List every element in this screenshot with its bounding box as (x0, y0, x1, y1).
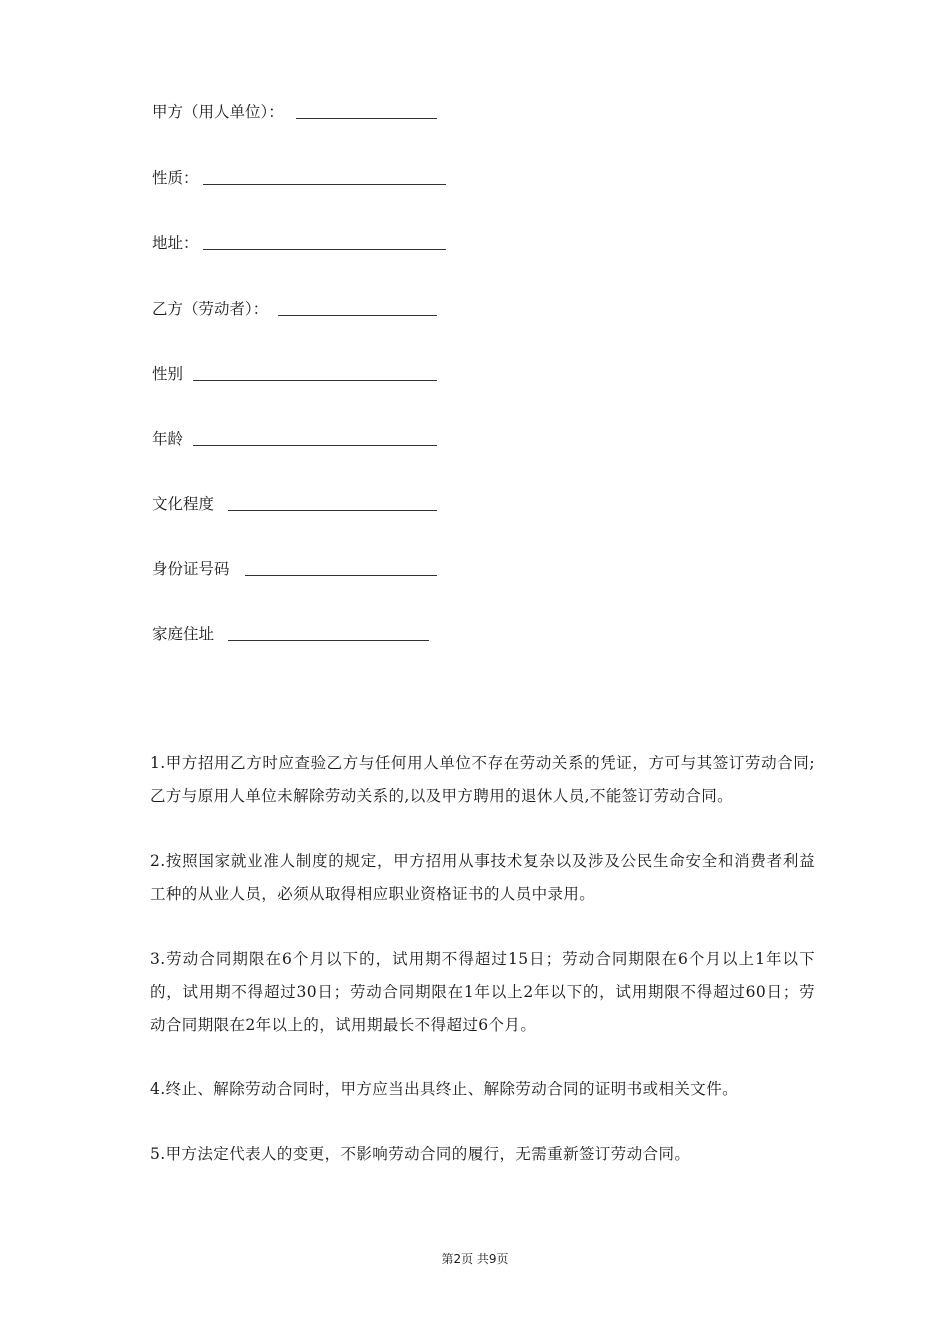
party-a-employer-blank (296, 118, 437, 119)
education-blank (228, 510, 437, 511)
home-address-field (152, 624, 214, 644)
address-blank (203, 249, 446, 250)
party-b-worker-field (152, 299, 268, 319)
address-label: 地址： (152, 234, 199, 252)
education-label: 文化程度 (152, 495, 215, 513)
nature-label: 性质： (152, 169, 199, 187)
party-a-employer-field (152, 102, 284, 122)
party-a-employer-label: 甲方（用人单位）： (152, 103, 284, 121)
clause-3: 3.劳动合同期限在6个月以下的，试用期不得超过15日；劳动合同期限在6个月以上1年以下的，试用期不得超过30日；劳动合同期限在1年以上2年以下的，试用期限不得超过60日；劳动合同期限在2年以上的，试用期最长不得超过6个月。 (150, 950, 815, 1034)
age-label: 年龄 (152, 430, 184, 448)
age-field (152, 429, 183, 449)
clause-2: 2.按照国家就业准人制度的规定，甲方招用从事技术复杂以及涉及公民生命安全和消费者利益工种的从业人员，必须从取得相应职业资格证书的人员中录用。 (150, 852, 815, 903)
home-address-blank (228, 640, 429, 641)
address-field (152, 233, 199, 253)
clause-5: 5.甲方法定代表人的变更，不影响劳动合同的履行，无需重新签订劳动合同。 (150, 1145, 691, 1163)
gender-blank (193, 380, 437, 381)
gender-label: 性别 (152, 365, 184, 383)
gender-field (152, 364, 183, 384)
education-field (152, 494, 214, 514)
home-address-label: 家庭住址 (152, 625, 215, 643)
id-number-label: 身份证号码 (152, 560, 230, 578)
nature-blank (203, 184, 446, 185)
party-b-worker-label: 乙方（劳动者）： (152, 300, 269, 318)
party-b-worker-blank (278, 315, 437, 316)
clause-4: 4.终止、解除劳动合同时，甲方应当出具终止、解除劳动合同的证明书或相关文件。 (150, 1080, 738, 1098)
nature-field (152, 168, 199, 188)
id-number-field (152, 559, 230, 579)
id-number-blank (245, 575, 437, 576)
page-indicator: 第2页 共9页 (441, 1252, 509, 1266)
clause-1: 1.甲方招用乙方时应查验乙方与任何用人单位不存在劳动关系的凭证，方可与其签订劳动合同;乙方与原用人单位未解除劳动关系的,以及甲方聘用的退休人员,不能签订劳动合同。 (150, 754, 815, 805)
age-blank (193, 445, 437, 446)
